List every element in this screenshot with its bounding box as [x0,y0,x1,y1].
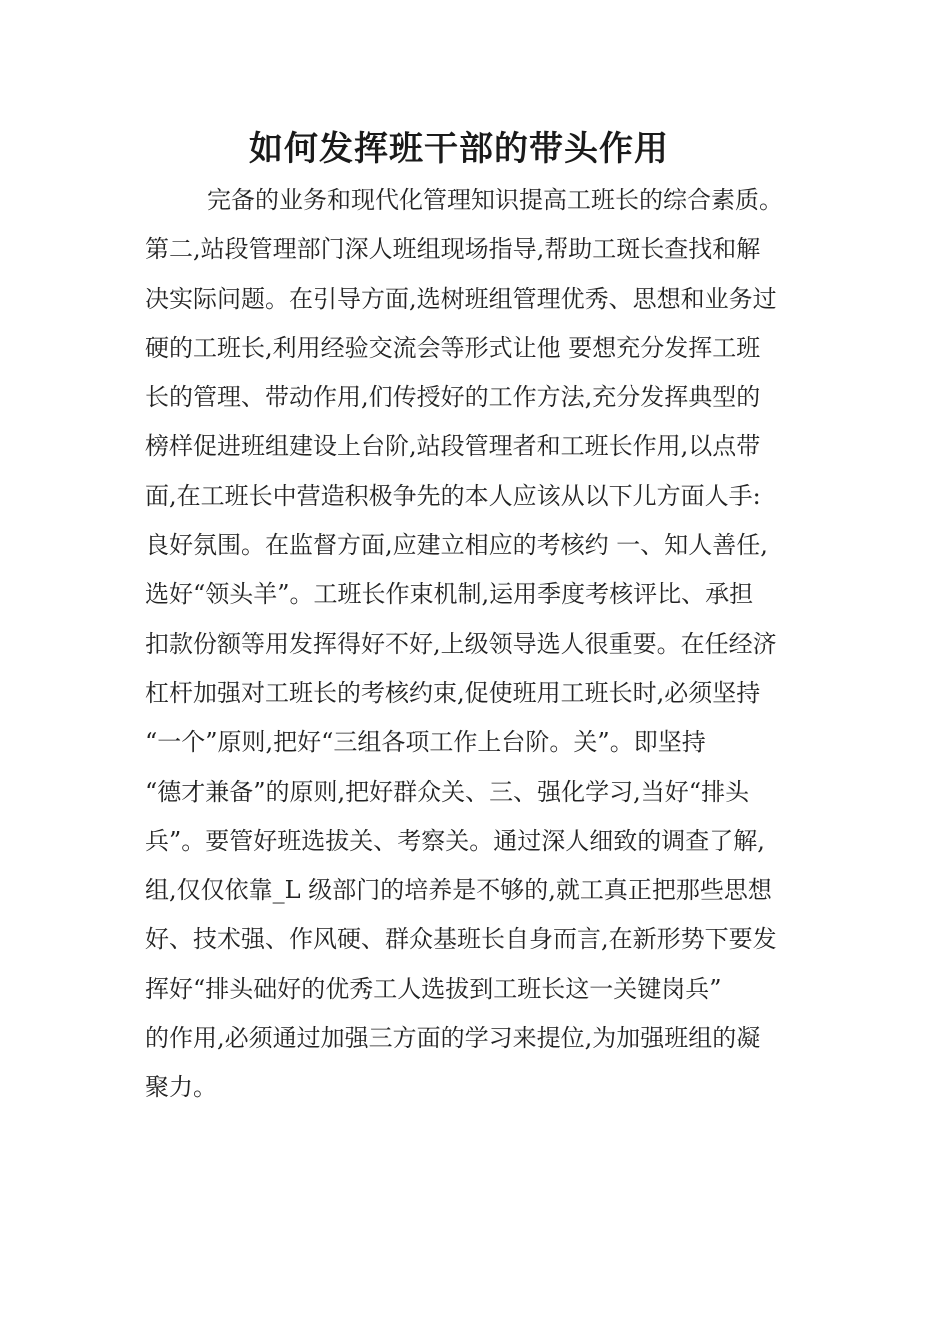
paragraph-line: 扣款份额等用发挥得好不好,上级领导选人很重要。在任经济 [145,629,777,658]
document-title: 如何发挥班干部的带头作用 [249,129,669,169]
document-body [145,176,825,1113]
paragraph-line: 挥好“排头础好的优秀工人选拔到工班长这一关键岗兵” [145,974,722,1003]
paragraph-line: 的作用,必须通过加强三方面的学习来提位,为加强班组的凝 [145,1024,761,1053]
paragraph-line: 榜样促进班组建设上台阶,站段管理者和工班长作用,以点带 [145,432,761,461]
paragraph-line: 好、技术强、作风硬、群众基班长自身而言,在新形势下要发 [145,925,777,954]
paragraph-line: 杠杆加强对工班长的考核约束,促使班用工班长时,必须坚持 [145,678,761,707]
paragraph-line: 聚力。 [145,1073,217,1102]
paragraph-line: 硬的工班长,利用经验交流会等形式让他 要想充分发挥工班 [145,333,761,362]
paragraph-line: 选好“领头羊”。工班长作束机制,运用季度考核评比、承担 [145,580,754,609]
paragraph-line: 第二,站段管理部门深人班组现场指导,帮助工斑长查找和解 [145,235,761,264]
paragraph-line: “德才兼备”的原则,把好群众关、三、强化学习,当好“排头 [145,777,750,806]
paragraph-line: “一个”原则,把好“三组各项工作上台阶。关”。即坚持 [145,728,706,757]
paragraph-line: 组,仅仅依靠_L 级部门的培养是不够的,就工真正把那些思想 [145,876,772,905]
paragraph-line: 长的管理、带动作用,们传授好的工作方法,充分发挥典型的 [145,383,761,412]
paragraph-line: 完备的业务和现代化管理知识提高工班长的综合素质。 [207,186,783,214]
paragraph-line: 决实际问题。在引导方面,选树班组管理优秀、思想和业务过 [145,284,777,313]
paragraph-line: 面,在工班长中营造积极争先的本人应该从以下儿方面人手: [145,481,761,510]
paragraph-line: 良好氛围。在监督方面,应建立相应的考核约 一、知人善任, [145,531,768,560]
paragraph-line: 兵”。要管好班选拔关、考察关。通过深人细致的调查了解, [145,826,765,855]
